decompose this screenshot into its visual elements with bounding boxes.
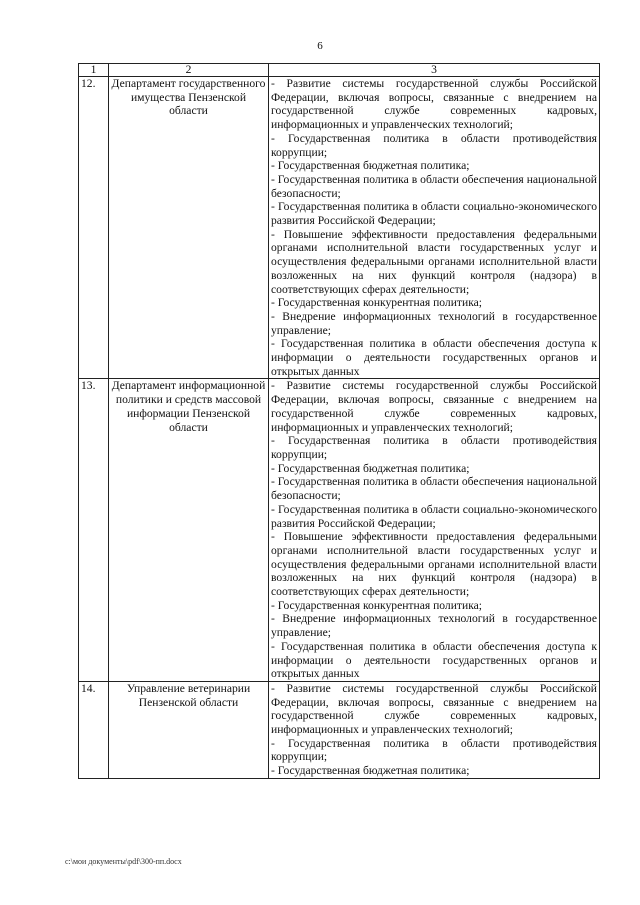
policy-item: - Развитие системы государственной службы Российской Федерации, включая вопросы, связанные с внедрением на государственной службе современных кадровых, информационных и управленческих технологий;: [271, 379, 597, 434]
policy-item: - Государственная бюджетная политика;: [271, 159, 470, 173]
row-number: 12.: [79, 77, 109, 379]
policy-item: - Государственная конкурентная политика;: [271, 598, 483, 612]
department-name: Департамент государственного имущества Пензенской области: [109, 77, 269, 379]
policy-item: - Государственная бюджетная политика;: [271, 764, 470, 778]
row-number: 14.: [79, 681, 109, 778]
table-header-row: [79, 64, 600, 77]
policy-item: - Государственная политика в области социально-экономического развития Российской Федерации;: [271, 502, 597, 530]
policy-item: - Государственная конкурентная политика;: [271, 296, 483, 310]
policy-list: [269, 681, 600, 778]
policy-item: - Государственная политика в области социально-экономического развития Российской Федерации;: [271, 200, 597, 228]
department-name: Управление ветеринарии Пензенской области: [109, 681, 269, 778]
policy-item: - Государственная политика в области противодействия коррупции;: [271, 131, 597, 159]
policy-item: - Государственная политика в области обеспечения национальной безопасности;: [271, 172, 597, 200]
table-row: [79, 379, 600, 681]
file-path-footer: c:\мои документы\pdf\300-пп.docx: [65, 857, 182, 866]
policy-item: - Внедрение информационных технологий в государственное управление;: [271, 612, 597, 640]
table-row: [79, 77, 600, 379]
column-header: 3: [269, 64, 600, 77]
policy-item: - Государственная бюджетная политика;: [271, 461, 470, 475]
policy-item: - Внедрение информационных технологий в государственное управление;: [271, 309, 597, 337]
responsibility-table: [78, 63, 600, 779]
policy-item: - Государственная политика в области обеспечения национальной безопасности;: [271, 475, 597, 503]
policy-item: - Государственная политика в области обеспечения доступа к информации о деятельности государственных органов и открытых данных: [271, 337, 597, 378]
page-number: 6: [317, 40, 323, 52]
policy-item: - Развитие системы государственной службы Российской Федерации, включая вопросы, связанные с внедрением на государственной службе современных кадровых, информационных и управленческих технологий;: [271, 77, 597, 132]
policy-item: - Развитие системы государственной службы Российской Федерации, включая вопросы, связанные с внедрением на государственной службе современных кадровых, информационных и управленческих технологий;: [271, 681, 597, 737]
policy-item: - Государственная политика в области противодействия коррупции;: [271, 736, 597, 764]
policy-item: - Повышение эффективности предоставления федеральными органами исполнительной власти государственных услуг и осуществления федеральными органами исполнительной власти возложенных на них функций контроля (надзора) в соответствующих сферах деятельности;: [271, 530, 597, 599]
policy-item: - Государственная политика в области противодействия коррупции;: [271, 434, 597, 461]
policy-list: [269, 379, 600, 681]
table-row: [79, 681, 600, 778]
column-header: 1: [79, 64, 109, 77]
row-number: 13.: [79, 379, 109, 681]
policy-item: - Государственная политика в области обеспечения доступа к информации о деятельности государственных органов и открытых данных: [271, 639, 597, 681]
column-header: 2: [109, 64, 269, 77]
policy-list: [269, 77, 600, 379]
policy-item: - Повышение эффективности предоставления федеральными органами исполнительной власти государственных услуг и осуществления федеральными органами исполнительной власти возложенных на них функций контроля (надзора) в соответствующих сферах деятельности;: [271, 227, 597, 296]
department-name: Департамент информационной политики и средств массовой информации Пензенской области: [109, 379, 269, 681]
